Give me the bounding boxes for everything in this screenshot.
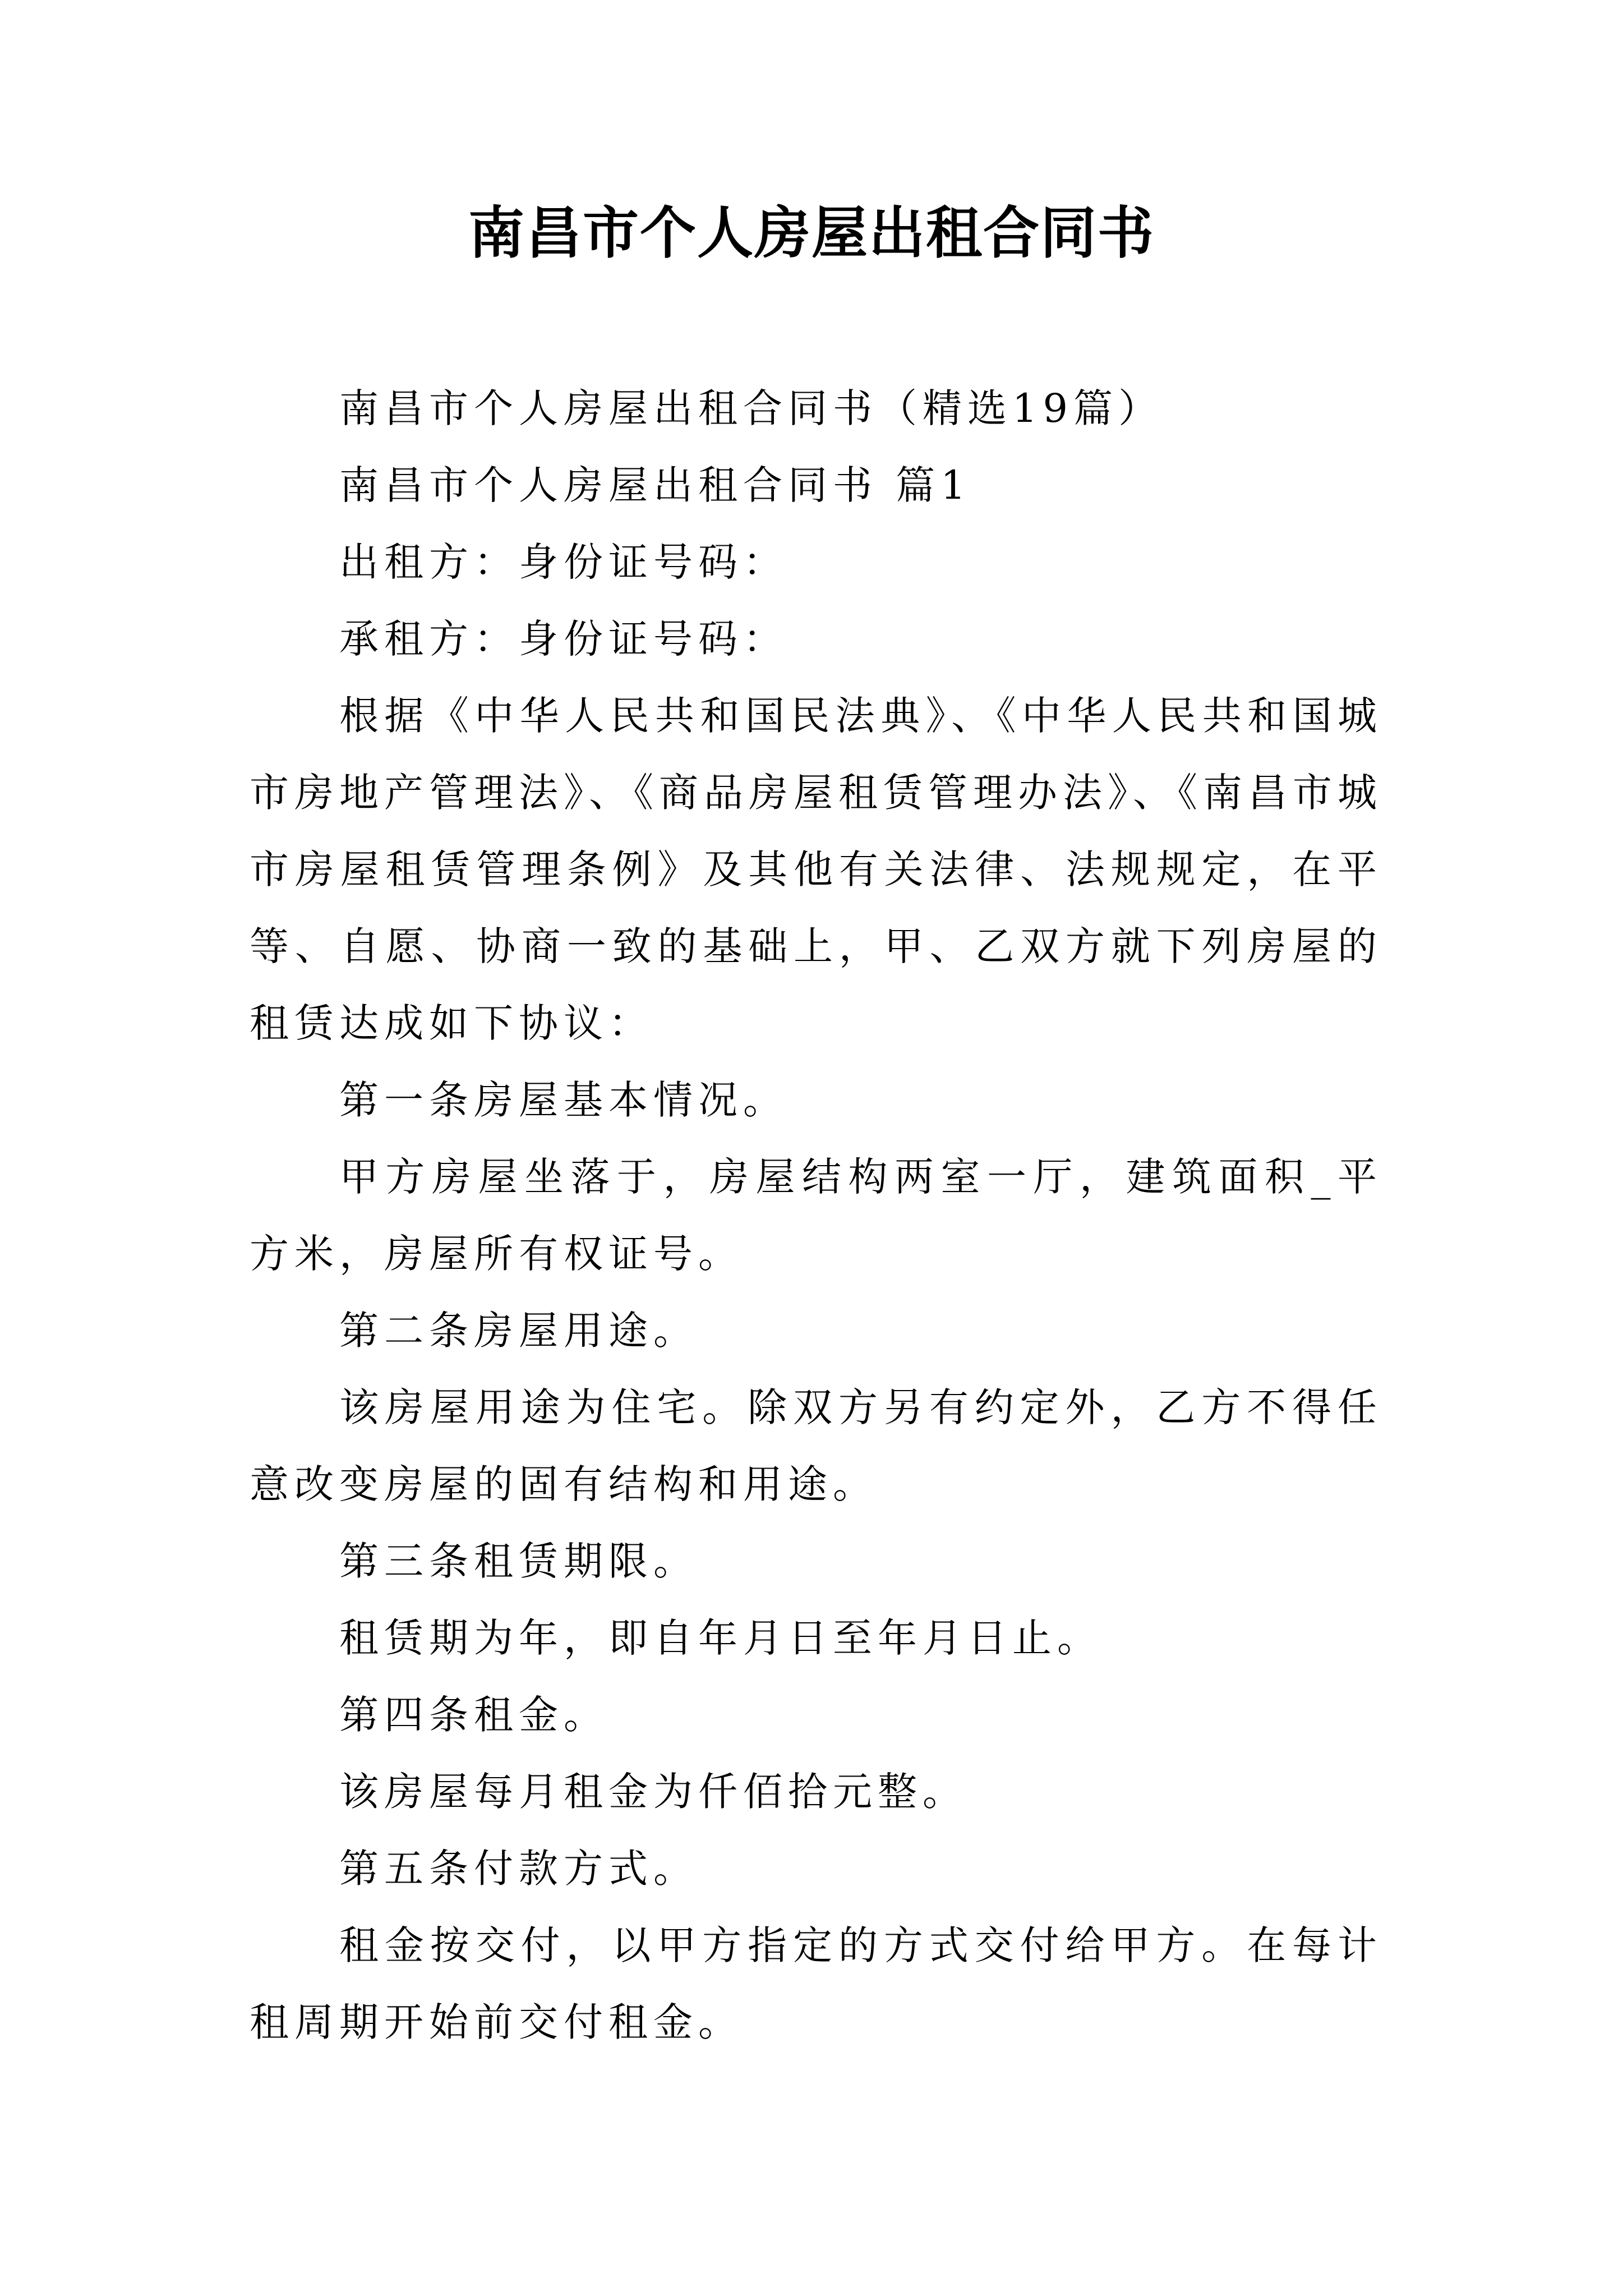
paragraph-article-3-body: 租赁期为年，即自年月日至年月日止。 <box>339 1615 1102 1661</box>
paragraph-article-4-heading: 第四条租金。 <box>339 1692 608 1738</box>
paragraph-lessor: 出租方：身份证号码： <box>339 539 788 585</box>
paragraph-lessee: 承租方：身份证号码： <box>339 616 788 662</box>
paragraph-article-1-heading: 第一条房屋基本情况。 <box>339 1077 788 1123</box>
paragraph-article-4-body: 该房屋每月租金为仟佰拾元整。 <box>339 1769 967 1815</box>
document-body <box>250 370 1382 2061</box>
paragraph-preamble: 根据《中华人民共和国民法典》、《中华人民共和国城市房地产管理法》、《商品房屋租赁管理办法》、《南昌市城市房屋租赁管理条例》及其他有关法律、法规规定，在平等、自愿、协商一致的基础上，甲、乙双方就下列房屋的租赁达成如下协议： <box>250 693 1382 1046</box>
paragraph-article-5-body: 租金按交付，以甲方指定的方式交付给甲方。在每计租周期开始前交付租金。 <box>250 1922 1382 2045</box>
paragraph-section-heading: 南昌市个人房屋出租合同书 篇1 <box>339 462 971 508</box>
document-title: 南昌市个人房屋出租合同书 <box>468 200 1155 266</box>
paragraph-article-2-heading: 第二条房屋用途。 <box>339 1308 698 1354</box>
paragraph-article-2-body: 该房屋用途为住宅。除双方另有约定外，乙方不得任意改变房屋的固有结构和用途。 <box>250 1384 1382 1507</box>
paragraph-article-3-heading: 第三条租赁期限。 <box>339 1538 698 1584</box>
paragraph-article-1-body: 甲方房屋坐落于，房屋结构两室一厅，建筑面积_平方米，房屋所有权证号。 <box>250 1154 1382 1277</box>
paragraph-article-5-heading: 第五条付款方式。 <box>339 1846 698 1892</box>
paragraph-subtitle: 南昌市个人房屋出租合同书（精选19篇） <box>339 385 1164 431</box>
